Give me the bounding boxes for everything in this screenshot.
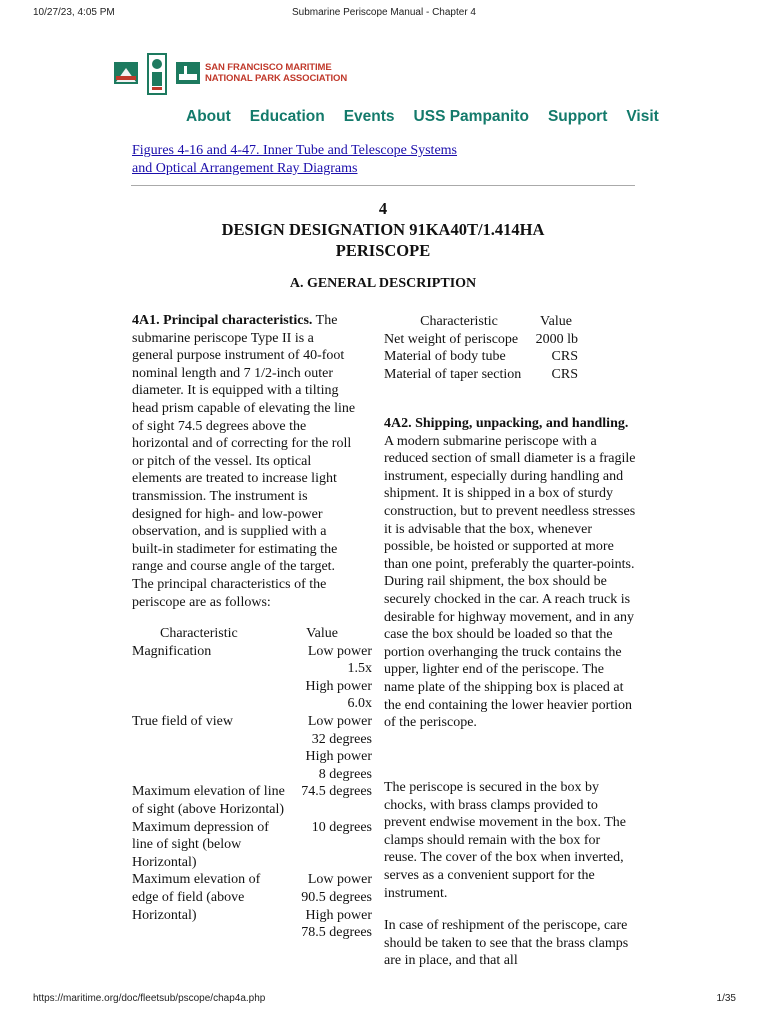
print-title: Submarine Periscope Manual - Chapter 4	[292, 7, 476, 18]
nav-events[interactable]: Events	[343, 108, 395, 125]
logo-line-1: SAN FRANCISCO MARITIME	[205, 62, 332, 73]
value-line: 1.5x	[347, 661, 372, 677]
cell-characteristic: Material of body tube	[384, 349, 506, 365]
table-header-row	[130, 625, 376, 643]
chapter-title-line-2: PERISCOPE	[335, 241, 431, 260]
cell-value: CRS	[551, 349, 578, 365]
table-row	[130, 783, 376, 818]
figure-link-line-1: Figures 4-16 and 4-47. Inner Tube and Telescope Systems	[132, 143, 458, 158]
table-row	[384, 331, 578, 349]
figure-link-block	[132, 142, 492, 178]
chapter-title-line-1: DESIGN DESIGNATION 91KA40T/1.414HA	[221, 220, 545, 239]
cell-characteristic: Maximum depression of line of sight (below Horizontal)	[132, 819, 269, 870]
paragraph-4a2	[384, 415, 636, 732]
chapter-heading	[131, 198, 635, 261]
print-header	[0, 7, 768, 27]
table-row	[384, 348, 578, 366]
logo-line-2: NATIONAL PARK ASSOCIATION	[205, 73, 348, 84]
nav-education[interactable]: Education	[249, 108, 325, 125]
cell-characteristic: Material of taper section	[384, 366, 522, 382]
column-header-characteristic: Characteristic	[420, 314, 498, 329]
cell-value	[288, 871, 376, 941]
cell-characteristic: Maximum elevation of edge of field (above Horizontal)	[132, 872, 261, 923]
cell-value: 2000 lb	[535, 331, 578, 347]
nav-visit[interactable]: Visit	[626, 108, 659, 125]
paragraph-reshipment: In case of reshipment of the periscope, care should be taken to see that the brass clamps are in place, and that all	[384, 918, 629, 969]
figure-link[interactable]	[132, 143, 457, 176]
value-line: Low power	[307, 643, 372, 659]
cell-characteristic: Maximum elevation of line of sight (above Horizontal)	[132, 784, 285, 817]
print-datetime: 10/27/23, 4:05 PM	[33, 7, 115, 18]
table-row	[130, 713, 376, 783]
nav-uss-pampanito[interactable]: USS Pampanito	[413, 108, 529, 125]
logo-emblem-icon	[114, 52, 204, 96]
value-line: 10 degrees	[311, 819, 372, 835]
paragraph-4a1-heading: 4A1. Principal characteristics.	[132, 313, 313, 328]
value-line: High power	[305, 749, 372, 765]
value-line: 90.5 degrees	[301, 889, 372, 905]
cell-value	[288, 643, 376, 713]
nav-about[interactable]: About	[186, 108, 231, 125]
value-line: 32 degrees	[311, 731, 372, 747]
table-row	[384, 366, 578, 384]
paragraph-4a2-text: A modern submarine periscope with a reduced section of small diameter is a fragile instrument, especially during handling and shipment. It is shipped in a box of sturdy construction, but to prevent needless stresses it is advisable that the box, whenever possible, be hoisted or supported at more than one point, preferably the quarter-points. During rail shipment, the box should be securely chocked in the car. A reach truck is desirable for highway movement, and in any case the box should be loaded so that the portion overhanging the truck contains the upper, lighter end of the periscope. The name plate of the shipping box is placed at the end containing the lower heavier portion of the periscope.	[384, 433, 636, 731]
table-row	[130, 871, 376, 941]
nav-support[interactable]: Support	[547, 108, 608, 125]
column-header-value: Value	[306, 626, 339, 641]
paragraph-4a1-text: The submarine periscope Type II is a general purpose instrument of 40-foot nominal length and 7 1/2-inch outer diameter. It is equipped with a tilting head prism capable of elevating the line of sight 74.5 degrees above the horizontal and of correcting for the roll or pitch of the vessel. Its optical elements are treated to increase light transmission. The instrument is designed for high- and low-power observation, and is supplied with a built-in stadimeter for estimating the range and course angle of the target. The principal characteristics of the periscope are as follows:	[132, 313, 356, 610]
cell-characteristic: Magnification	[132, 643, 212, 659]
column-header-value: Value	[540, 314, 572, 329]
column-header-characteristic: Characteristic	[160, 626, 238, 641]
table-row	[130, 643, 376, 713]
cell-characteristic: Net weight of periscope	[384, 331, 519, 347]
divider	[131, 185, 635, 186]
paragraph-box-securing: The periscope is secured in the box by chocks, with brass clamps provided to prevent endwise movement in the box. The clamps should remain with the box for reuse. The cover of the box when inverted, serves as a convenient support for the instrument.	[384, 780, 626, 901]
cell-characteristic: True field of view	[132, 713, 233, 729]
paragraph-4a1	[132, 312, 358, 611]
print-url: https://maritime.org/doc/fleetsub/pscope/chap4a.php	[33, 993, 266, 1004]
cell-value: CRS	[551, 366, 578, 382]
value-line: Low power	[307, 872, 372, 888]
figure-link-line-2: and Optical Arrangement Ray Diagrams	[132, 161, 358, 176]
value-line: Low power	[307, 713, 372, 729]
value-line: 8 degrees	[318, 766, 372, 782]
value-line: 78.5 degrees	[301, 925, 372, 941]
table-header-row	[384, 313, 578, 331]
value-line: High power	[305, 907, 372, 923]
cell-value	[288, 819, 376, 872]
value-line: 74.5 degrees	[301, 784, 372, 800]
physical-characteristics-table	[384, 313, 578, 383]
main-nav	[186, 108, 659, 126]
paragraph-4a2-heading: 4A2. Shipping, unpacking, and handling.	[384, 416, 629, 431]
cell-value	[288, 713, 376, 783]
cell-value	[288, 783, 376, 818]
print-page-number: 1/35	[716, 993, 736, 1004]
optical-characteristics-table	[130, 625, 376, 942]
section-title: A. GENERAL DESCRIPTION	[289, 276, 477, 291]
table-row	[130, 819, 376, 872]
value-line: High power	[305, 678, 372, 694]
chapter-number: 4	[378, 199, 388, 218]
print-footer	[0, 993, 768, 1013]
logo-text	[205, 62, 347, 84]
value-line: 6.0x	[347, 696, 372, 712]
